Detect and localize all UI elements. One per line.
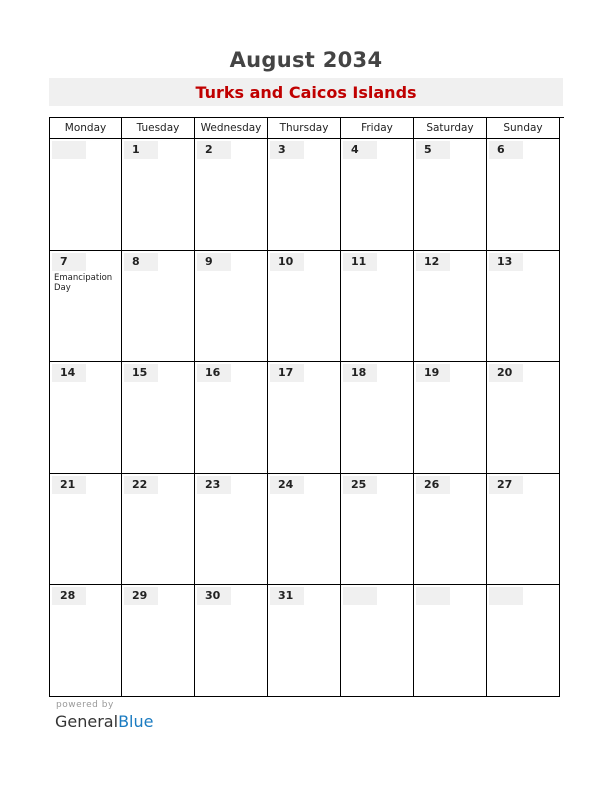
day-cell[interactable]: [341, 251, 414, 363]
day-number: 15: [124, 364, 158, 382]
day-cell[interactable]: [414, 585, 487, 697]
day-number: 23: [197, 476, 231, 494]
day-number: 13: [489, 253, 523, 271]
powered-by-label: powered by: [56, 700, 114, 710]
weekday-header: Sunday: [487, 118, 560, 139]
day-number: 30: [197, 587, 231, 605]
week-row: [50, 474, 564, 586]
region-name: Turks and Caicos Islands: [195, 83, 417, 102]
day-cell[interactable]: [414, 474, 487, 586]
day-number: 19: [416, 364, 450, 382]
day-number: 6: [489, 141, 523, 159]
day-number: 31: [270, 587, 304, 605]
day-cell[interactable]: [195, 474, 268, 586]
day-cell[interactable]: [50, 362, 122, 474]
week-row: [50, 585, 564, 697]
day-cell[interactable]: [487, 585, 560, 697]
weekday-header: Thursday: [268, 118, 341, 139]
day-cell[interactable]: [195, 585, 268, 697]
day-cell[interactable]: [487, 139, 560, 251]
day-number: 29: [124, 587, 158, 605]
day-cell[interactable]: [487, 251, 560, 363]
day-cell[interactable]: [487, 362, 560, 474]
day-number: 7: [52, 253, 86, 271]
day-number: 4: [343, 141, 377, 159]
day-number: 1: [124, 141, 158, 159]
day-cell[interactable]: [50, 474, 122, 586]
day-cell[interactable]: [50, 139, 122, 251]
holiday-label: Emancipation Day: [54, 272, 113, 293]
weekday-header: Tuesday: [122, 118, 195, 139]
day-number: 20: [489, 364, 523, 382]
day-number: 24: [270, 476, 304, 494]
day-cell[interactable]: [341, 362, 414, 474]
day-number: 11: [343, 253, 377, 271]
day-cell[interactable]: [50, 585, 122, 697]
brand-general: General: [55, 712, 119, 731]
weekday-header-row: [50, 118, 564, 139]
day-number: [52, 141, 86, 159]
day-cell[interactable]: [487, 474, 560, 586]
day-cell[interactable]: [122, 139, 195, 251]
day-cell[interactable]: [122, 474, 195, 586]
day-number: 21: [52, 476, 86, 494]
day-number: [416, 587, 450, 605]
week-row: [50, 139, 564, 251]
day-number: 18: [343, 364, 377, 382]
week-row: [50, 362, 564, 474]
day-number: 2: [197, 141, 231, 159]
weekday-header: Wednesday: [195, 118, 268, 139]
day-cell[interactable]: [268, 585, 341, 697]
day-number: 25: [343, 476, 377, 494]
day-cell[interactable]: [122, 585, 195, 697]
weekday-header: Monday: [50, 118, 122, 139]
day-number: 14: [52, 364, 86, 382]
day-number: [343, 587, 377, 605]
day-number: 17: [270, 364, 304, 382]
day-number: 16: [197, 364, 231, 382]
day-cell[interactable]: [414, 251, 487, 363]
day-cell[interactable]: [195, 362, 268, 474]
day-cell[interactable]: [268, 139, 341, 251]
day-number: [489, 587, 523, 605]
day-number: 27: [489, 476, 523, 494]
day-number: 3: [270, 141, 304, 159]
day-cell[interactable]: [122, 251, 195, 363]
day-cell[interactable]: [195, 139, 268, 251]
day-cell[interactable]: [268, 362, 341, 474]
day-number: 8: [124, 253, 158, 271]
day-cell[interactable]: [50, 251, 122, 363]
day-number: 22: [124, 476, 158, 494]
day-cell[interactable]: [268, 251, 341, 363]
day-cell[interactable]: [414, 362, 487, 474]
weekday-header: Saturday: [414, 118, 487, 139]
day-number: 9: [197, 253, 231, 271]
brand-blue: Blue: [118, 712, 154, 731]
day-number: 12: [416, 253, 450, 271]
day-cell[interactable]: [414, 139, 487, 251]
day-number: 26: [416, 476, 450, 494]
day-number: 28: [52, 587, 86, 605]
day-cell[interactable]: [122, 362, 195, 474]
day-cell[interactable]: [341, 585, 414, 697]
weekday-header: Friday: [341, 118, 414, 139]
day-cell[interactable]: [268, 474, 341, 586]
day-cell[interactable]: [341, 474, 414, 586]
page-title: August 2034: [229, 48, 383, 72]
day-number: 5: [416, 141, 450, 159]
day-cell[interactable]: [195, 251, 268, 363]
week-row: [50, 251, 564, 363]
brand-logo[interactable]: [55, 712, 153, 731]
day-number: 10: [270, 253, 304, 271]
day-cell[interactable]: [341, 139, 414, 251]
calendar-grid: [49, 117, 564, 697]
